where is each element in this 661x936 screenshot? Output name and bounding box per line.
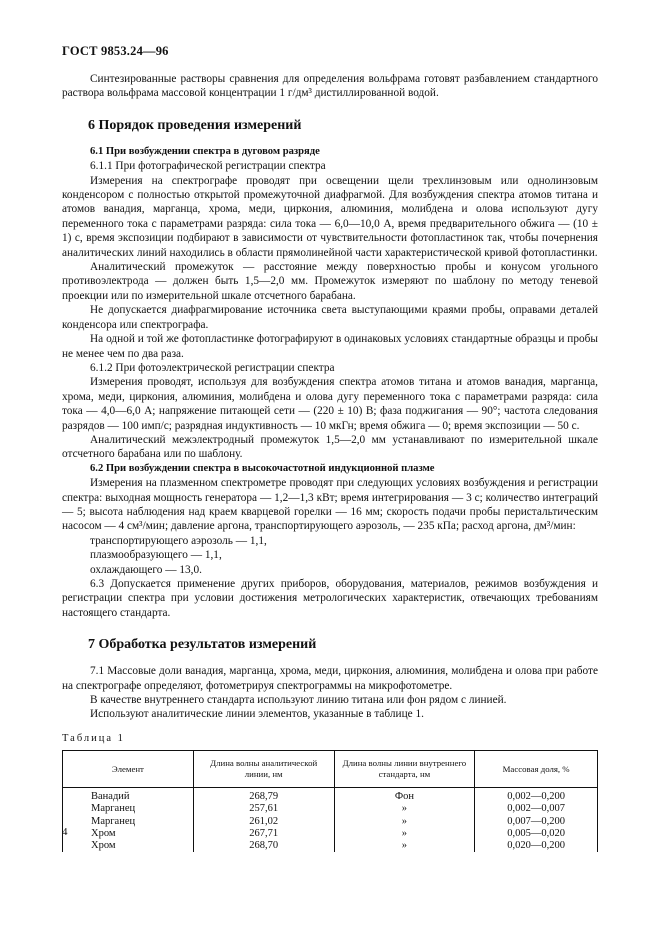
column-header: Длина волны линии внутреннего стандарта, нм <box>334 751 475 788</box>
table-cell: Фон <box>334 788 475 804</box>
column-header: Массовая доля, % <box>475 751 598 788</box>
paragraph: Используют аналитические линии элементов, указанные в таблице 1. <box>90 708 424 721</box>
table-cell: Хром <box>63 828 194 840</box>
section-6-title: 6 Порядок проведения измерений <box>88 117 302 133</box>
table-row <box>63 828 598 840</box>
argon-flow-item: плазмообразующего — 1,1, <box>90 549 222 562</box>
table-row <box>63 803 598 815</box>
paragraph: Аналитический промежуток — расстояние между поверхностью пробы и конусом угольного противоэлектрода — должен быть 1,5—2,0 мм. Промежуток измеряют по шаблону по методу теневой проекции или по измерительной шкале отсчетного барабана. <box>62 261 598 302</box>
paragraph: 7.1 Массовые доли ванадия, марганца, хрома, меди, циркония, алюминия, молибдена и олова при работе на спектрографе определяют, фотометрируя спектрограммы на микрофотометре. <box>62 665 598 692</box>
table-cell: Марганец <box>63 803 194 815</box>
subsection-6-1-title: 6.1 При возбуждении спектра в дуговом разряде <box>90 145 320 157</box>
column-header: Длина волны аналитической линии, нм <box>193 751 334 788</box>
paragraph: 6.3 Допускается применение других приборов, оборудования, материалов, режимов возбуждения и регистрации спектра при условии достижения метрологических характеристик, отвечающих требованиям настоящего стандарта. <box>62 578 598 619</box>
table-cell: » <box>334 803 475 815</box>
section-7-title: 7 Обработка результатов измерений <box>88 637 317 653</box>
table-cell: 0,005—0,020 <box>475 828 598 840</box>
table-header-row <box>63 751 598 788</box>
spectral-lines-table <box>62 750 598 852</box>
table-cell: Ванадий <box>63 788 194 804</box>
table-cell: Хром <box>63 840 194 852</box>
table-cell: 267,71 <box>193 828 334 840</box>
paragraph: Не допускается диафрагмирование источника света выступающими краями пробы, оправами деталей конденсора или спектрографа. <box>62 304 598 331</box>
table-cell: 268,70 <box>193 840 334 852</box>
table-cell: 257,61 <box>193 803 334 815</box>
intro-paragraph: Синтезированные растворы сравнения для определения вольфрама готовят разбавлением стандартного раствора вольфрама массовой концентрации 1 г/дм³ дистиллированной водой. <box>62 73 598 100</box>
table-cell: 261,02 <box>193 816 334 828</box>
table-cell: 0,020—0,200 <box>475 840 598 852</box>
argon-flow-item: охлаждающего — 13,0. <box>90 563 202 576</box>
table-cell: » <box>334 816 475 828</box>
table-cell: » <box>334 840 475 852</box>
page-header: ГОСТ 9853.24—96 <box>62 44 169 58</box>
table-caption: Таблица 1 <box>62 732 125 744</box>
table-cell: 0,007—0,200 <box>475 816 598 828</box>
paragraph: Измерения на спектрографе проводят при освещении щели трехлинзовым или однолинзовым конденсором с полностью открытой промежуточной диафрагмой. Для возбуждения спектра атомов титана и атомов ванадия, марганца, хрома, меди, циркония, алюминия, молибдена и олова используют дугу переменного тока с параметрами разряда: сила тока — 6,0—10,0 А, время предварительного обжига — (10 ± 1) с, время экспозиции подбирают в зависимости от чувствительности фотопластинок так, чтобы почернения аналитических линий находились в области прямолинейной части характеристической кривой фотопластинки. <box>62 174 598 259</box>
paragraph: В качестве внутреннего стандарта используют линию титана или фон рядом с линией. <box>90 694 507 707</box>
paragraph: Измерения на плазменном спектрометре проводят при следующих условиях возбуждения и регистрации спектра: выходная мощность генератора — 1,2—1,3 кВт; время интегрирования — 3 с; количество интеграций — 5; высота наблюдения над краем кварцевой горелки — 16 мм; скорость подачи пробы перистальтическим насосом — 4 см³/мин; давление аргона, транспортирующего аэрозоль, — 235 кПа; расход аргона, дм³/мин: <box>62 477 598 533</box>
paragraph: На одной и той же фотопластинке фотографируют в одинаковых условиях стандартные образцы и пробы не менее чем по два раза. <box>62 333 598 360</box>
table-cell: 0,002—0,200 <box>475 788 598 804</box>
table-cell: Марганец <box>63 816 194 828</box>
table-cell: 0,002—0,007 <box>475 803 598 815</box>
subsection-6-1-1-title: 6.1.1 При фотографической регистрации спектра <box>90 160 326 173</box>
table-cell: » <box>334 828 475 840</box>
paragraph: Измерения проводят, используя для возбуждения спектра атомов титана и атомов ванадия, марганца, хрома, меди, циркония, алюминия, молибдена и олова дугу переменного тока с параметрами разряда: сила тока — 4,0—6,0 А; напряжение питающей сети — (220 ± 10) В; фаза поджигания — 90°; частота следования разрядов — 100 имп/с; разрядная индуктивность — 10 мкГн; время обжига — 0; время экспозиции — 50 с. <box>62 376 598 432</box>
table-row <box>63 840 598 852</box>
table-cell: 268,79 <box>193 788 334 804</box>
paragraph: Аналитический межэлектродный промежуток 1,5—2,0 мм устанавливают по измерительной шкале отсчетного барабана или по шаблону. <box>62 433 598 461</box>
page-content <box>62 72 598 852</box>
column-header: Элемент <box>63 751 194 788</box>
table-row <box>63 788 598 804</box>
argon-flow-item: транспортирующего аэрозоль — 1,1, <box>90 534 267 547</box>
page-number: 4 <box>62 826 68 838</box>
table-row <box>63 816 598 828</box>
subsection-6-1-2-title: 6.1.2 При фотоэлектрической регистрации спектра <box>90 361 335 374</box>
subsection-6-2-title: 6.2 При возбуждении спектра в высокочастотной индукционной плазме <box>90 462 435 474</box>
